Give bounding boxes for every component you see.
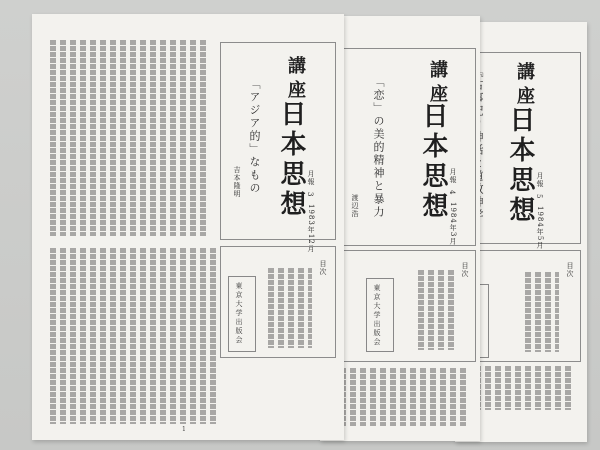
getsuho-label: 月報 <box>536 172 544 188</box>
body-text <box>330 368 470 426</box>
issue-date: 1984年5月 <box>536 206 544 250</box>
series-label: 講座 <box>427 60 448 108</box>
essay-author: 吉本隆明 <box>233 166 241 198</box>
essay-title: 「アジア的」なもの <box>248 78 261 195</box>
body-text <box>465 366 575 410</box>
issue-number: 5 <box>535 194 543 200</box>
issue-date: 1984年3月 <box>449 202 457 246</box>
publisher-name: 東京大学出版会 <box>235 282 243 345</box>
contents-heading: 目次 <box>319 260 327 276</box>
page-number: 1 <box>182 426 186 433</box>
body-text-upper <box>50 40 210 236</box>
booklet-title: 日本思想 <box>276 100 306 220</box>
essay-title: 「恋」の美的精神と暴力 <box>372 76 385 219</box>
contents-lines <box>418 270 454 350</box>
contents-heading: 目次 <box>566 262 574 278</box>
body-text-lower <box>50 248 216 424</box>
issue-date: 1983年12月 <box>307 204 315 253</box>
booklet-sheet-4 <box>320 16 480 441</box>
getsuho-label: 月報 <box>449 168 457 184</box>
contents-heading: 目次 <box>461 262 469 278</box>
getsuho-label: 月報 <box>307 170 315 186</box>
booklet-sheet-3 <box>32 14 344 440</box>
series-label: 講座 <box>285 56 306 104</box>
issue-number: 3 <box>306 192 314 198</box>
contents-lines <box>525 272 559 352</box>
contents-lines <box>268 268 312 348</box>
booklet-title: 日本思想 <box>418 102 448 222</box>
publisher-name: 東京大学出版会 <box>373 284 381 347</box>
issue-number: 4 <box>448 190 456 196</box>
series-label: 講座 <box>514 62 535 110</box>
essay-author: 渡辺浩 <box>351 194 359 218</box>
booklet-title: 日本思想 <box>505 106 535 226</box>
